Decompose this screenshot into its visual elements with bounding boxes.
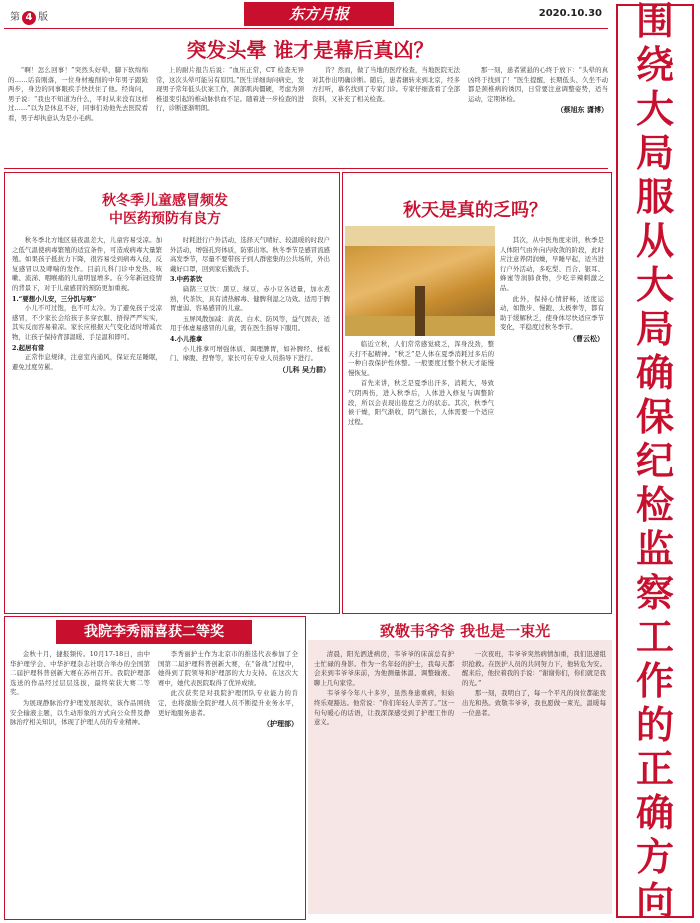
slogan-char: 作 [635, 659, 674, 703]
page-header [4, 2, 608, 28]
slogan-char: 保 [635, 395, 674, 439]
slogan-char: 从 [635, 219, 674, 263]
slogan-char: 绕 [635, 43, 674, 87]
article3-caption: 临近立秋，人们常常感觉疲乏，浑身没劲，整天打不起精神。“秋乏”是人体在夏季消耗过多后的一种自我保护性休整。一般要度过整个秋天才能慢慢恢复。 [348, 340, 494, 377]
article1-col4: 那一刻，患者紧悬的心终于放下：“头晕的真凶终于找到了！”医生提醒，长期低头、久坐不动都是颈椎病的诱因，日常要注意调整姿势，适当运动，定期体检。 （蔡旭东 潇博） [468, 66, 608, 115]
article4-banner: 我院李秀丽喜获二等奖 [56, 620, 252, 644]
slogan-char: 方 [635, 835, 674, 879]
article2-title-line1: 秋冬季儿童感冒频发 [102, 193, 228, 209]
page-number-badge: 4 [22, 11, 36, 25]
article5-col2: 一次夜班，韦爷爷突然病情加重，我们迅速组织抢救。在医护人员的共同努力下，他转危为安。醒来后，他拉着我的手说：“谢谢你们，你们就是我的光。” 那一刻，我明白了，每一个平凡的岗位都能发出光和热。致敬韦爷爷，我也愿做一束光，温暖每一位患者。 [462, 650, 606, 717]
article4-author: （护理部） [263, 719, 298, 729]
article2-subhead: 1.“要想小儿安，三分饥与寒” [12, 294, 97, 303]
masthead: 东方月报 [244, 2, 394, 26]
article5-col1: 清晨，阳光洒进病房，韦爷爷的床前总有护士忙碌的身影。作为一名年轻的护士，我每天都会来到韦爷爷床前，为他测量体温、调整输液、聊上几句家常。 韦爷爷今年八十多岁，虽然身患重病，但始终乐观豁达。他常说：“你们年轻人辛苦了。”这一句句暖心的话语，让我深深感受到了护理工作的意义。 [314, 650, 454, 727]
article1-col1: “啊！怎么回事！”突然头好晕，脚下软绵绵的……话音刚落，一位身材瘦削的中年男子踉跄两步，身边的同事眼疾手快扶住了他。经询问，男子说：“我也不知道为什么，平时从来没有这样过……”以为是休息不好，同事们劝他先去医院看看，男子却执意认为是小毛病。 [8, 66, 148, 122]
slogan-char: 工 [635, 615, 674, 659]
article2-title [30, 192, 300, 228]
article1-title: 突发头晕 谁才是幕后真凶？ [186, 38, 434, 62]
slogan-char: 的 [635, 703, 674, 747]
article1-col2: 上的耐片报告后说：“血压正常，CT 检查无异常，这次头晕可能另有原因。”医生详细询问病史，发现男子常年低头伏案工作，颈部肌肉僵硬，考虑为颈椎退变引起的椎动脉供血不足。随着进一步检查的进行，诊断逐渐明朗。 [156, 66, 304, 113]
slogan-char: 围 [635, 0, 674, 43]
slogan-char: 服 [635, 175, 674, 219]
section-rule [4, 168, 608, 169]
header-rule [4, 28, 608, 29]
article1-author: （蔡旭东 潇博） [556, 105, 608, 115]
article3-author: （曹云松） [569, 333, 604, 343]
article1-col3: 肯？然而，做了当地的医疗检查，当地医院无法对其作出明确诊断。随后，患者辗转来到北京，经多方打听，慕名找到了专家门诊。专家仔细查看了全部资料，又补充了相关检查。 [312, 66, 460, 103]
slogan-char: 向 [635, 879, 674, 923]
slogan-char: 局 [635, 131, 674, 175]
slogan-char: 纪 [635, 439, 674, 483]
article2-subhead: 4.小儿推拿 [170, 334, 203, 343]
slogan-char: 局 [635, 307, 674, 351]
article2-title-line2: 中医药预防有良方 [109, 211, 221, 227]
issue-date: 2020.10.30 [538, 8, 602, 19]
slogan-char: 检 [635, 483, 674, 527]
article2-col2: 时耗进行户外活动，选择天气晴好、较温暖的时段户外活动，增强孔窍体质，防邪出寒。秋冬季节是感冒流感高发季节，尽量不要带孩子到人群密集的公共场所，外出戴好口罩，回到家后勤洗手。 3.中药茶饮 扁鹊三豆饮：黑豆、绿豆、赤小豆各适量，加水煮熟，代茶饮，具有清热解毒、健脾利湿之功效。适用于脾胃虚弱、容易感冒的儿童。 玉屏风散加减：黄芪、白术、防风等，益气固表，适用于体虚易感冒的儿童，需在医生指导下服用。 4.小儿推拿 小儿推拿可增强体质、调理脾胃，如补脾经、揉板门、摩腹、捏脊等，家长可在专业人员指导下进行。 （儿科 吴力群） [170, 236, 330, 374]
slogan-char: 监 [635, 527, 674, 571]
article4-col2: 李秀丽护士作为北京市的推选代表参加了全国第二届护理科普创新大赛，在“备战”过程中，她得到了院领导和护理部的大力支持。在这次大赛中，她代表医院取得了优异成绩。 此次获奖是对我院护理团队专业能力的肯定，也将激励全院护理人员不断提升业务水平，更好地服务患者。 （护理部） [158, 650, 298, 729]
article2-subhead: 3.中药茶饮 [170, 275, 203, 284]
slogan-char: 正 [635, 747, 674, 791]
slogan-char: 确 [635, 351, 674, 395]
slogan-sidebar [616, 0, 694, 923]
slogan-char: 大 [635, 263, 674, 307]
slogan-char: 大 [635, 87, 674, 131]
page-issue: 第 4 版 [10, 12, 48, 23]
ginkgo-tree-photo [345, 226, 495, 336]
article4-col1: 金秋十月，捷报频传。10月17-18日，由中华护理学会、中华护理杂志社联合举办的全国第二届护理科普创新大赛在苏州召开。我院护理部选送的作品经过层层选拔，最终荣获大赛二等奖。 为展现静脉治疗护理发展现状，该作品围绕安全输液主题，以生动形象的方式向公众普及静脉治疗相关知识，体现了护理人员的专业精神。 [10, 650, 150, 727]
article3-title: 秋天是真的乏吗？ [403, 200, 547, 221]
article5-title: 致敬韦爷爷 我也是一束光 [379, 622, 551, 640]
article2-subhead: 2.起居有常 [12, 343, 45, 352]
slogan-char: 确 [635, 791, 674, 835]
article3-col1: 临近立秋，人们常常感觉疲乏，浑身没劲，整天打不起精神。“秋乏”是人体在夏季消耗过多后的一种自我保护性休整。一般要度过整个秋天才能慢慢恢复。 首先来讲，秋乏是夏季出汗多，消耗大，导致气阴两伤，进入秋季后，人体进入修复与调整阶段，所以会表现出倦怠乏力的状态。其次，秋季气候干燥，阳气渐收，阴气渐长，人体需要一个适应过程。 [348, 340, 494, 426]
slogan-char: 察 [635, 571, 674, 615]
article2-col1: 秋冬季北方地区昼夜温差大，儿童容易受凉。加之低气温使病毒繁殖的适宜条件，可造成病毒大量繁殖。如果孩子抵抗力下降，很容易受到病毒入侵，反复感冒以及哮喘的发作。目前儿科门诊中发热、咳嗽、流涕、咽喉痛的儿童明显增多。在今年新冠疫情的背景下，对于儿童感冒的预防更加重视。 1.“要想小儿安，三分饥与寒” 小儿不可过饱，也不可太冷。为了避免孩子受凉感冒，不少家长会给孩子多穿衣服、捂得严严实实，其实反而容易着凉。家长应根据天气变化适时增减衣物，让孩子保持背部温暖、手足温和即可。 2.起居有常 正常作息规律，注意室内通风，保证充足睡眠，避免过度劳累。 [12, 236, 162, 371]
article2-author: （儿科 吴力群） [278, 364, 330, 374]
article3-col2: 其次，从中医角度来讲，秋季是人体阳气由外向内收敛的阶段，此时应注意养阴润燥，早睡早起，适当进行户外活动，多吃梨、百合、银耳、蜂蜜等润肺食物，少吃辛辣刺激之品。 此外，保持心情舒畅，适度运动，如散步、慢跑、太极拳等，都有助于缓解秋乏，使身体尽快适应季节变化，平稳度过秋冬季节。 （曹云松） [500, 236, 604, 343]
